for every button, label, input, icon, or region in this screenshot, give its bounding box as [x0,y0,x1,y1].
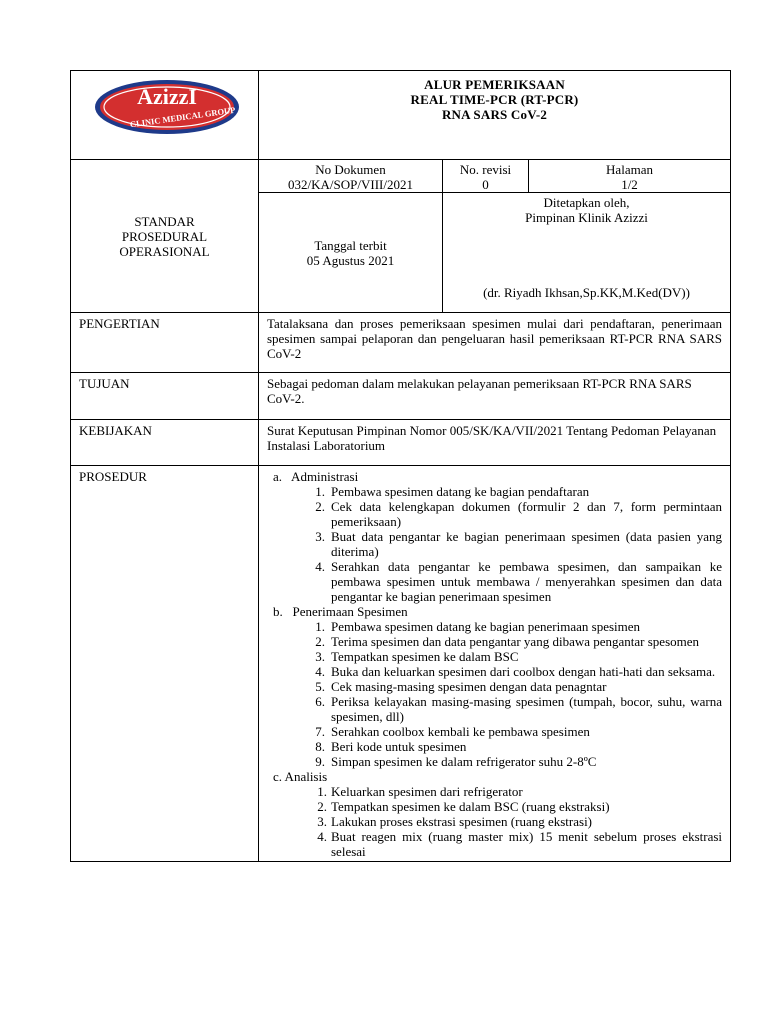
tanggal-value: 05 Agustus 2021 [306,252,395,268]
item-number: 7. [315,724,325,739]
item-text: Tempatkan spesimen ke dalam BSC [331,649,519,664]
list-item [267,829,722,859]
section-a-title: a. Administrasi [273,469,359,484]
section-c-title: c. Analisis [273,769,328,784]
section-b-list [267,619,722,769]
item-text: Keluarkan spesimen dari refrigerator [331,784,523,799]
list-item [267,784,722,799]
item-number: 3. [317,814,327,829]
clinic-logo [71,71,259,159]
tanggal-label: Tanggal terbit [314,237,387,253]
list-item [267,649,722,664]
kebijakan-label: KEBIJAKAN [71,420,259,466]
sop-label-line-2: PROSEDURAL [121,228,208,244]
sop-document [70,70,730,862]
logo-cell [71,71,259,160]
title-line-2: REAL TIME-PCR (RT-PCR) [410,92,579,107]
item-text: Pembawa spesimen datang ke bagian pendaftaran [331,484,590,499]
logo-tagline-text: CLINIC MEDICAL GROUP [129,104,236,130]
prosedur-label: PROSEDUR [71,466,259,862]
item-number: 1. [315,484,325,499]
list-item [267,499,722,529]
no-revisi-label: No. revisi [459,162,512,177]
tujuan-text: Sebagai pedoman dalam melakukan pelayanan pemeriksaan RT-PCR RNA SARS CoV-2. [259,373,731,420]
title-line-3: RNA SARS CoV-2 [441,107,548,122]
logo-brand-text: AzizzI [137,84,197,109]
item-number: 1. [317,784,327,799]
no-revisi-cell [443,160,529,193]
no-revisi-value: 0 [482,177,489,192]
item-text: Buat data pengantar ke bagian penerimaan spesimen (data pasien yang diterima) [331,529,723,559]
item-number: 3. [315,529,325,544]
halaman-value: 1/2 [621,177,638,192]
list-item [267,739,722,754]
section-b-title: b. Penerimaan Spesimen [273,604,408,619]
halaman-label: Halaman [606,162,653,177]
item-text: Pembawa spesimen datang ke bagian penerimaan spesimen [331,619,641,634]
title-cell [259,71,731,160]
item-number: 1. [315,619,325,634]
no-dokumen-cell [259,160,443,193]
list-item [267,814,722,829]
pengertian-text: Tatalaksana dan proses pemeriksaan spesimen mulai dari pendaftaran, penerimaan spesimen sampai pelaporan dan pengeluaran hasil pemeriksaan RT-PCR RNA SARS CoV-2 [259,313,731,373]
list-item [267,679,722,694]
item-text: Buat reagen mix (ruang master mix) 15 menit sebelum proses ekstrasi selesai [331,829,723,859]
item-number: 4. [315,664,325,679]
item-number: 2. [315,499,325,514]
sop-table [70,70,731,862]
item-text: Lakukan proses ekstrasi spesimen (ruang ekstrasi) [331,814,593,829]
section-c-list [267,784,722,859]
item-text: Cek masing-masing spesimen dengan data penagntar [331,679,607,694]
list-item [267,529,722,559]
item-text: Cek data kelengkapan dokumen (formulir 2 dan 7, form permintaan pemeriksaan) [331,499,723,529]
no-dokumen-value: 032/KA/SOP/VIII/2021 [288,177,413,192]
kebijakan-text: Surat Keputusan Pimpinan Nomor 005/SK/KA/VII/2021 Tentang Pedoman Pelayanan Instalasi Laboratorium [259,420,731,466]
item-text: Periksa kelayakan masing-masing spesimen (tumpah, bocor, suhu, warna spesimen, dll) [331,694,723,724]
tanggal-cell [259,193,443,313]
item-number: 8. [315,739,325,754]
item-text: Simpan spesimen ke dalam refrigerator suhu 2-8ºC [331,754,597,769]
section-a-list [267,484,722,604]
halaman-cell [529,160,731,193]
list-item [267,694,722,724]
ditetapkan-line-2: Pimpinan Klinik Azizzi [525,210,648,225]
sop-label-line-3: OPERASIONAL [119,243,210,259]
prosedur-content [259,466,731,862]
item-number: 2. [315,634,325,649]
list-item [267,484,722,499]
list-item [267,619,722,634]
list-item [267,724,722,739]
list-item [267,799,722,814]
ditetapkan-line-1: Ditetapkan oleh, [543,195,630,210]
item-number: 5. [315,679,325,694]
item-text: Serahkan data pengantar ke pembawa spesimen, dan sampaikan ke pembawa spesimen untuk membawa / menyerahkan spesimen dan data pengantar ke bagian penerimaan spesimen [331,559,723,604]
list-item [267,664,722,679]
item-number: 4. [317,829,327,844]
sop-label-line-1: STANDAR [134,213,195,229]
item-text: Terima spesimen dan data pengantar yang dibawa pengantar spesomen [331,634,700,649]
tujuan-label: TUJUAN [71,373,259,420]
list-item [267,559,722,604]
item-number: 6. [315,694,325,709]
no-dokumen-label: No Dokumen [315,162,386,177]
item-text: Beri kode untuk spesimen [331,739,467,754]
item-number: 2. [317,799,327,814]
item-number: 3. [315,649,325,664]
list-item [267,754,722,769]
item-text: Tempatkan spesimen ke dalam BSC (ruang ekstraksi) [331,799,610,814]
sop-label-cell [71,160,259,313]
item-text: Buka dan keluarkan spesimen dari coolbox dengan hati-hati dan seksama. [331,664,716,679]
ditetapkan-cell [443,193,731,313]
item-number: 4. [315,559,325,574]
item-text: Serahkan coolbox kembali ke pembawa spesimen [331,724,590,739]
list-item [267,634,722,649]
title-line-1: ALUR PEMERIKSAAN [424,77,565,92]
signatory-name: (dr. Riyadh Ikhsan,Sp.KK,M.Ked(DV)) [483,285,690,300]
item-number: 9. [315,754,325,769]
pengertian-label: PENGERTIAN [71,313,259,373]
